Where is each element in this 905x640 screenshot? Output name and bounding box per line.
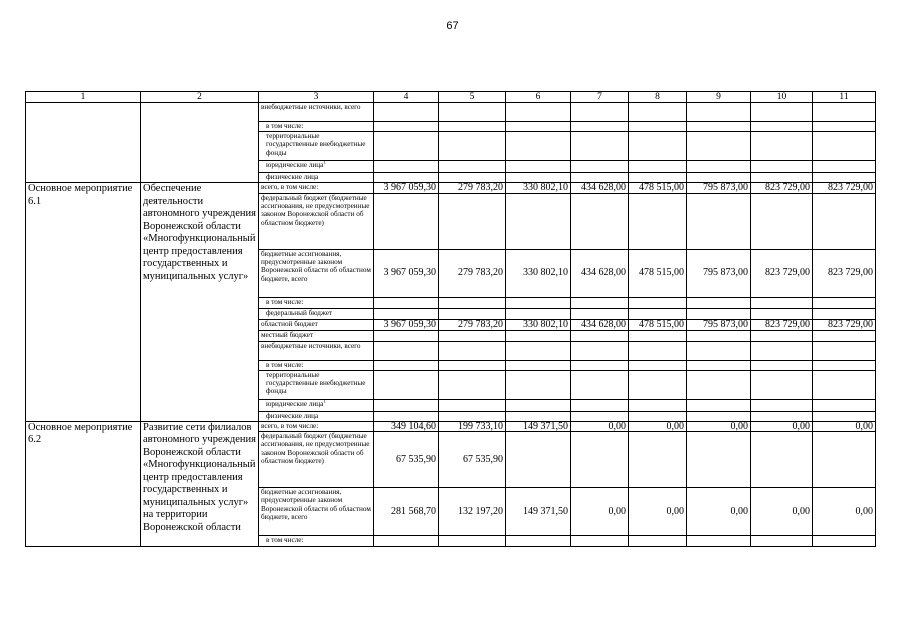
value-cell [751, 297, 813, 308]
value-cell [687, 103, 751, 122]
value-cell [374, 370, 439, 399]
value-cell: 0,00 [751, 488, 813, 536]
source-label: областной бюджет [261, 319, 318, 328]
value-cell [506, 330, 571, 341]
source-label: юридические лица [266, 399, 324, 408]
value-cell [813, 341, 876, 360]
value-cell [813, 399, 876, 411]
value-cell [687, 360, 751, 370]
value-cell [571, 122, 629, 132]
value-cell: 823 729,00 [813, 183, 876, 194]
source-cell [259, 421, 374, 432]
value-cell: 279 783,20 [439, 249, 506, 297]
value-cell: 0,00 [629, 488, 687, 536]
source-label: в том числе: [266, 536, 304, 544]
header-cell: 5 [439, 92, 506, 103]
event-description: Развитие сети филиалов автономного учреждения Воронежской области «Многофункциональный центр предоставления государственных и муниципальных услуг» на территории Воронежской области [141, 421, 259, 547]
source-label: всего, в том числе: [261, 421, 319, 430]
value-cell [687, 173, 751, 183]
value-cell [439, 399, 506, 411]
value-cell [506, 193, 571, 249]
value-cell [813, 297, 876, 308]
value-cell [571, 330, 629, 341]
value-cell [687, 370, 751, 399]
value-cell [751, 122, 813, 132]
value-cell [687, 308, 751, 319]
value-cell [374, 297, 439, 308]
source-cell [259, 173, 374, 183]
value-cell [571, 308, 629, 319]
source-cell [259, 183, 374, 194]
value-cell: 149 371,50 [506, 488, 571, 536]
source-label: в том числе: [266, 360, 304, 369]
value-cell [506, 122, 571, 132]
value-cell: 0,00 [571, 488, 629, 536]
value-cell [629, 536, 687, 547]
header-cell: 4 [374, 92, 439, 103]
source-cell [259, 103, 374, 122]
source-label: местный бюджет [261, 330, 314, 339]
value-cell [439, 411, 506, 421]
value-cell [629, 173, 687, 183]
value-cell [571, 103, 629, 122]
value-cell: 795 873,00 [687, 249, 751, 297]
value-cell [571, 132, 629, 161]
value-cell: 67 535,90 [374, 432, 439, 488]
value-cell [629, 399, 687, 411]
header-cell: 7 [571, 92, 629, 103]
value-cell [374, 173, 439, 183]
value-cell [374, 308, 439, 319]
source-label: федеральный бюджет (бюджетные ассигнования, не предусмотренные законом Воронежской области об областном бюджете) [261, 193, 370, 227]
value-cell [751, 132, 813, 161]
source-cell [259, 330, 374, 341]
value-cell [629, 411, 687, 421]
source-cell [259, 297, 374, 308]
value-cell [439, 122, 506, 132]
value-cell [629, 360, 687, 370]
value-cell [751, 193, 813, 249]
source-cell [259, 341, 374, 360]
value-cell [629, 132, 687, 161]
value-cell: 434 628,00 [571, 319, 629, 330]
value-cell [813, 330, 876, 341]
source-cell [259, 122, 374, 132]
value-cell [629, 370, 687, 399]
header-cell: 9 [687, 92, 751, 103]
source-label: физические лица [266, 173, 319, 181]
value-cell [374, 341, 439, 360]
value-cell [439, 360, 506, 370]
value-cell [813, 193, 876, 249]
value-cell [813, 132, 876, 161]
source-cell [259, 319, 374, 330]
source-cell [259, 488, 374, 536]
header-cell: 2 [141, 92, 259, 103]
value-cell [571, 399, 629, 411]
value-cell [374, 103, 439, 122]
value-cell [506, 341, 571, 360]
value-cell: 67 535,90 [439, 432, 506, 488]
value-cell [506, 161, 571, 173]
value-cell [506, 399, 571, 411]
footnote-mark: 1 [323, 160, 326, 166]
value-cell [751, 536, 813, 547]
value-cell [571, 432, 629, 488]
source-cell [259, 132, 374, 161]
value-cell [813, 122, 876, 132]
value-cell [751, 308, 813, 319]
value-cell: 0,00 [813, 488, 876, 536]
value-cell [506, 297, 571, 308]
value-cell: 823 729,00 [751, 319, 813, 330]
value-cell: 434 628,00 [571, 249, 629, 297]
value-cell [439, 536, 506, 547]
value-cell [687, 536, 751, 547]
value-cell [439, 308, 506, 319]
value-cell [629, 193, 687, 249]
source-label: территориальные государственные внебюджетные фонды [266, 370, 366, 396]
event-name [26, 103, 141, 183]
value-cell [506, 432, 571, 488]
value-cell: 795 873,00 [687, 183, 751, 194]
value-cell [687, 297, 751, 308]
source-cell [259, 308, 374, 319]
event-description: Обеспечение деятельности автономного учреждения Воронежской области «Многофункциональный центр предоставления государственных и муниципальных услуг» [141, 183, 259, 422]
value-cell: 0,00 [687, 488, 751, 536]
header-row [26, 92, 876, 103]
value-cell [751, 330, 813, 341]
value-cell: 434 628,00 [571, 183, 629, 194]
value-cell [813, 161, 876, 173]
value-cell: 3 967 059,30 [374, 183, 439, 194]
event-name: Основное мероприятие 6.1 [26, 183, 141, 422]
value-cell: 795 873,00 [687, 319, 751, 330]
value-cell: 823 729,00 [813, 319, 876, 330]
value-cell [687, 432, 751, 488]
value-cell: 823 729,00 [813, 249, 876, 297]
source-label: физические лица [266, 411, 319, 420]
value-cell: 823 729,00 [751, 183, 813, 194]
value-cell: 330 802,10 [506, 183, 571, 194]
value-cell [374, 399, 439, 411]
source-cell [259, 161, 374, 173]
header-cell: 6 [506, 92, 571, 103]
value-cell [751, 399, 813, 411]
source-cell [259, 399, 374, 411]
table-row [26, 103, 876, 122]
value-cell [374, 193, 439, 249]
value-cell [439, 103, 506, 122]
value-cell [571, 297, 629, 308]
value-cell: 279 783,20 [439, 319, 506, 330]
source-label: федеральный бюджет (бюджетные ассигнования, не предусмотренные законом Воронежской области об областном бюджете) [261, 432, 370, 466]
value-cell: 478 515,00 [629, 249, 687, 297]
page-number: 67 [446, 20, 459, 32]
source-cell [259, 360, 374, 370]
value-cell [374, 330, 439, 341]
source-label: бюджетные ассигнования, предусмотренные законом Воронежской области об областном бюджете, всего [261, 249, 371, 283]
value-cell [813, 411, 876, 421]
value-cell [571, 193, 629, 249]
value-cell [506, 308, 571, 319]
value-cell [687, 411, 751, 421]
value-cell [751, 161, 813, 173]
value-cell [629, 330, 687, 341]
value-cell [571, 341, 629, 360]
value-cell [751, 341, 813, 360]
source-label: территориальные государственные внебюджетные фонды [266, 132, 366, 157]
value-cell [571, 536, 629, 547]
value-cell [439, 330, 506, 341]
value-cell [374, 122, 439, 132]
value-cell [571, 370, 629, 399]
header-cell: 3 [259, 92, 374, 103]
value-cell [439, 341, 506, 360]
value-cell [687, 132, 751, 161]
event-name: Основное мероприятие 6.2 [26, 421, 141, 547]
value-cell [687, 341, 751, 360]
value-cell: 132 197,20 [439, 488, 506, 536]
value-cell: 0,00 [751, 421, 813, 432]
value-cell [629, 341, 687, 360]
header-cell: 8 [629, 92, 687, 103]
value-cell: 823 729,00 [751, 249, 813, 297]
value-cell: 0,00 [571, 421, 629, 432]
value-cell [813, 173, 876, 183]
value-cell: 3 967 059,30 [374, 249, 439, 297]
source-cell [259, 536, 374, 547]
value-cell [813, 370, 876, 399]
value-cell [629, 308, 687, 319]
value-cell [439, 370, 506, 399]
value-cell [813, 103, 876, 122]
source-cell [259, 370, 374, 399]
source-cell [259, 249, 374, 297]
value-cell [751, 360, 813, 370]
value-cell: 281 568,70 [374, 488, 439, 536]
value-cell [813, 360, 876, 370]
value-cell: 0,00 [687, 421, 751, 432]
value-cell: 349 104,60 [374, 421, 439, 432]
value-cell [374, 411, 439, 421]
value-cell [506, 411, 571, 421]
value-cell: 199 733,10 [439, 421, 506, 432]
value-cell [571, 360, 629, 370]
value-cell [439, 173, 506, 183]
value-cell [813, 432, 876, 488]
value-cell: 279 783,20 [439, 183, 506, 194]
value-cell [439, 193, 506, 249]
source-label: в том числе: [266, 297, 304, 306]
value-cell [687, 122, 751, 132]
value-cell [751, 432, 813, 488]
value-cell: 478 515,00 [629, 319, 687, 330]
value-cell: 149 371,50 [506, 421, 571, 432]
source-label: федеральный бюджет [266, 308, 333, 317]
value-cell: 0,00 [813, 421, 876, 432]
value-cell [687, 399, 751, 411]
event-description [141, 103, 259, 183]
value-cell [506, 132, 571, 161]
value-cell: 0,00 [629, 421, 687, 432]
value-cell: 330 802,10 [506, 249, 571, 297]
value-cell [629, 122, 687, 132]
value-cell [751, 370, 813, 399]
value-cell [629, 103, 687, 122]
value-cell [751, 411, 813, 421]
table-row [26, 183, 876, 194]
value-cell [687, 193, 751, 249]
source-cell [259, 432, 374, 488]
value-cell [629, 161, 687, 173]
value-cell [439, 132, 506, 161]
source-cell [259, 193, 374, 249]
header-cell: 1 [26, 92, 141, 103]
value-cell [374, 161, 439, 173]
source-label: внебюджетные источники, всего [261, 341, 361, 350]
value-cell [439, 161, 506, 173]
value-cell [629, 297, 687, 308]
source-label: внебюджетные источники, всего [261, 103, 361, 111]
value-cell [506, 103, 571, 122]
source-label: в том числе: [266, 122, 304, 130]
value-cell: 3 967 059,30 [374, 319, 439, 330]
value-cell: 330 802,10 [506, 319, 571, 330]
value-cell [687, 330, 751, 341]
value-cell [751, 103, 813, 122]
value-cell [506, 370, 571, 399]
value-cell [374, 536, 439, 547]
value-cell: 478 515,00 [629, 183, 687, 194]
source-label: всего, в том числе: [261, 183, 319, 191]
value-cell [687, 161, 751, 173]
source-label: бюджетные ассигнования, предусмотренные законом Воронежской области об областном бюджете, всего [261, 488, 371, 522]
value-cell [506, 173, 571, 183]
header-cell: 11 [813, 92, 876, 103]
value-cell [506, 536, 571, 547]
budget-table [25, 91, 876, 547]
value-cell [813, 536, 876, 547]
value-cell [813, 308, 876, 319]
value-cell [571, 411, 629, 421]
footnote-mark: 1 [323, 399, 326, 405]
value-cell [374, 360, 439, 370]
source-cell [259, 411, 374, 421]
value-cell [374, 132, 439, 161]
value-cell [629, 432, 687, 488]
source-label: юридические лица [266, 161, 324, 169]
value-cell [571, 173, 629, 183]
value-cell [506, 360, 571, 370]
table-row [26, 421, 876, 432]
value-cell [439, 297, 506, 308]
value-cell [751, 173, 813, 183]
value-cell [571, 161, 629, 173]
header-cell: 10 [751, 92, 813, 103]
